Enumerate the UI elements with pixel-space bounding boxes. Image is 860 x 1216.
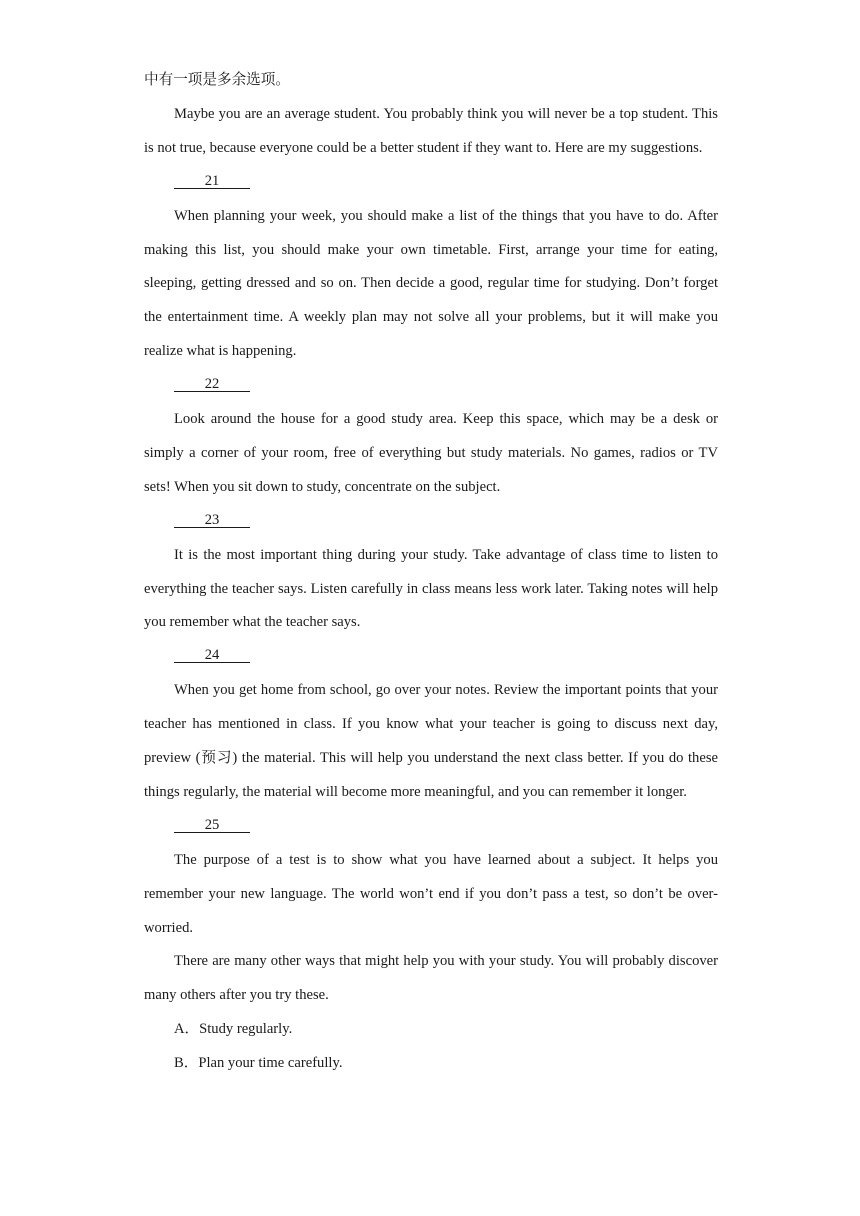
paragraph-intro: Maybe you are an average student. You probably think you will never be a top student. This is not true, because everyone could be a better student if they want to. Here are my suggestions. [144, 105, 718, 156]
option-b: B．Plan your time carefully. [174, 1055, 343, 1072]
blank-23[interactable]: 23 [174, 507, 250, 528]
blank-row-25 [144, 810, 718, 844]
option-a: A．Study regularly. [174, 1021, 293, 1038]
paragraph-review: When you get home from school, go over your notes. Review the important points that your teacher has mentioned in class. If you know what your teacher is going to discuss next day, preview (预习) the material. This will help you understand the next class better. If you do these things regularly, the material will become more meaningful, and you can remember it longer. [144, 682, 718, 800]
intro-fragment: 中有一项是多余选项。 [144, 72, 290, 88]
paragraph-plan: When planning your week, you should make a list of the things that you have to do. After making this list, you should make your own timetable. First, arrange your time for eating, sleeping, getting dressed and so on. Then decide a good, regular time for studying. Don’t forget the entertainment time. A weekly plan may not solve all your problems, but it will make you realize what is happening. [144, 207, 718, 360]
paragraph-listen: It is the most important thing during your study. Take advantage of class time to listen to everything the teacher says. Listen carefully in class means less work later. Taking notes will help you remember what the teacher says. [144, 546, 718, 631]
blank-row-24 [144, 640, 718, 674]
document-page [144, 64, 718, 1081]
blank-24[interactable]: 24 [174, 642, 250, 663]
paragraph-test: The purpose of a test is to show what you have learned about a subject. It helps you remember your new language. The world won’t end if you don’t pass a test, so don’t be over-worried. [144, 851, 718, 936]
paragraph-conclusion: There are many other ways that might help you with your study. You will probably discover many others after you try these. [144, 953, 718, 1004]
blank-row-23 [144, 505, 718, 539]
blank-21[interactable]: 21 [174, 168, 250, 189]
blank-25[interactable]: 25 [174, 812, 250, 833]
paragraph-study-area: Look around the house for a good study area. Keep this space, which may be a desk or simply a corner of your room, free of everything but study materials. No games, radios or TV sets! When you sit down to study, concentrate on the subject. [144, 411, 718, 495]
blank-row-21 [144, 166, 718, 200]
blank-22[interactable]: 22 [174, 371, 250, 392]
blank-row-22 [144, 369, 718, 403]
